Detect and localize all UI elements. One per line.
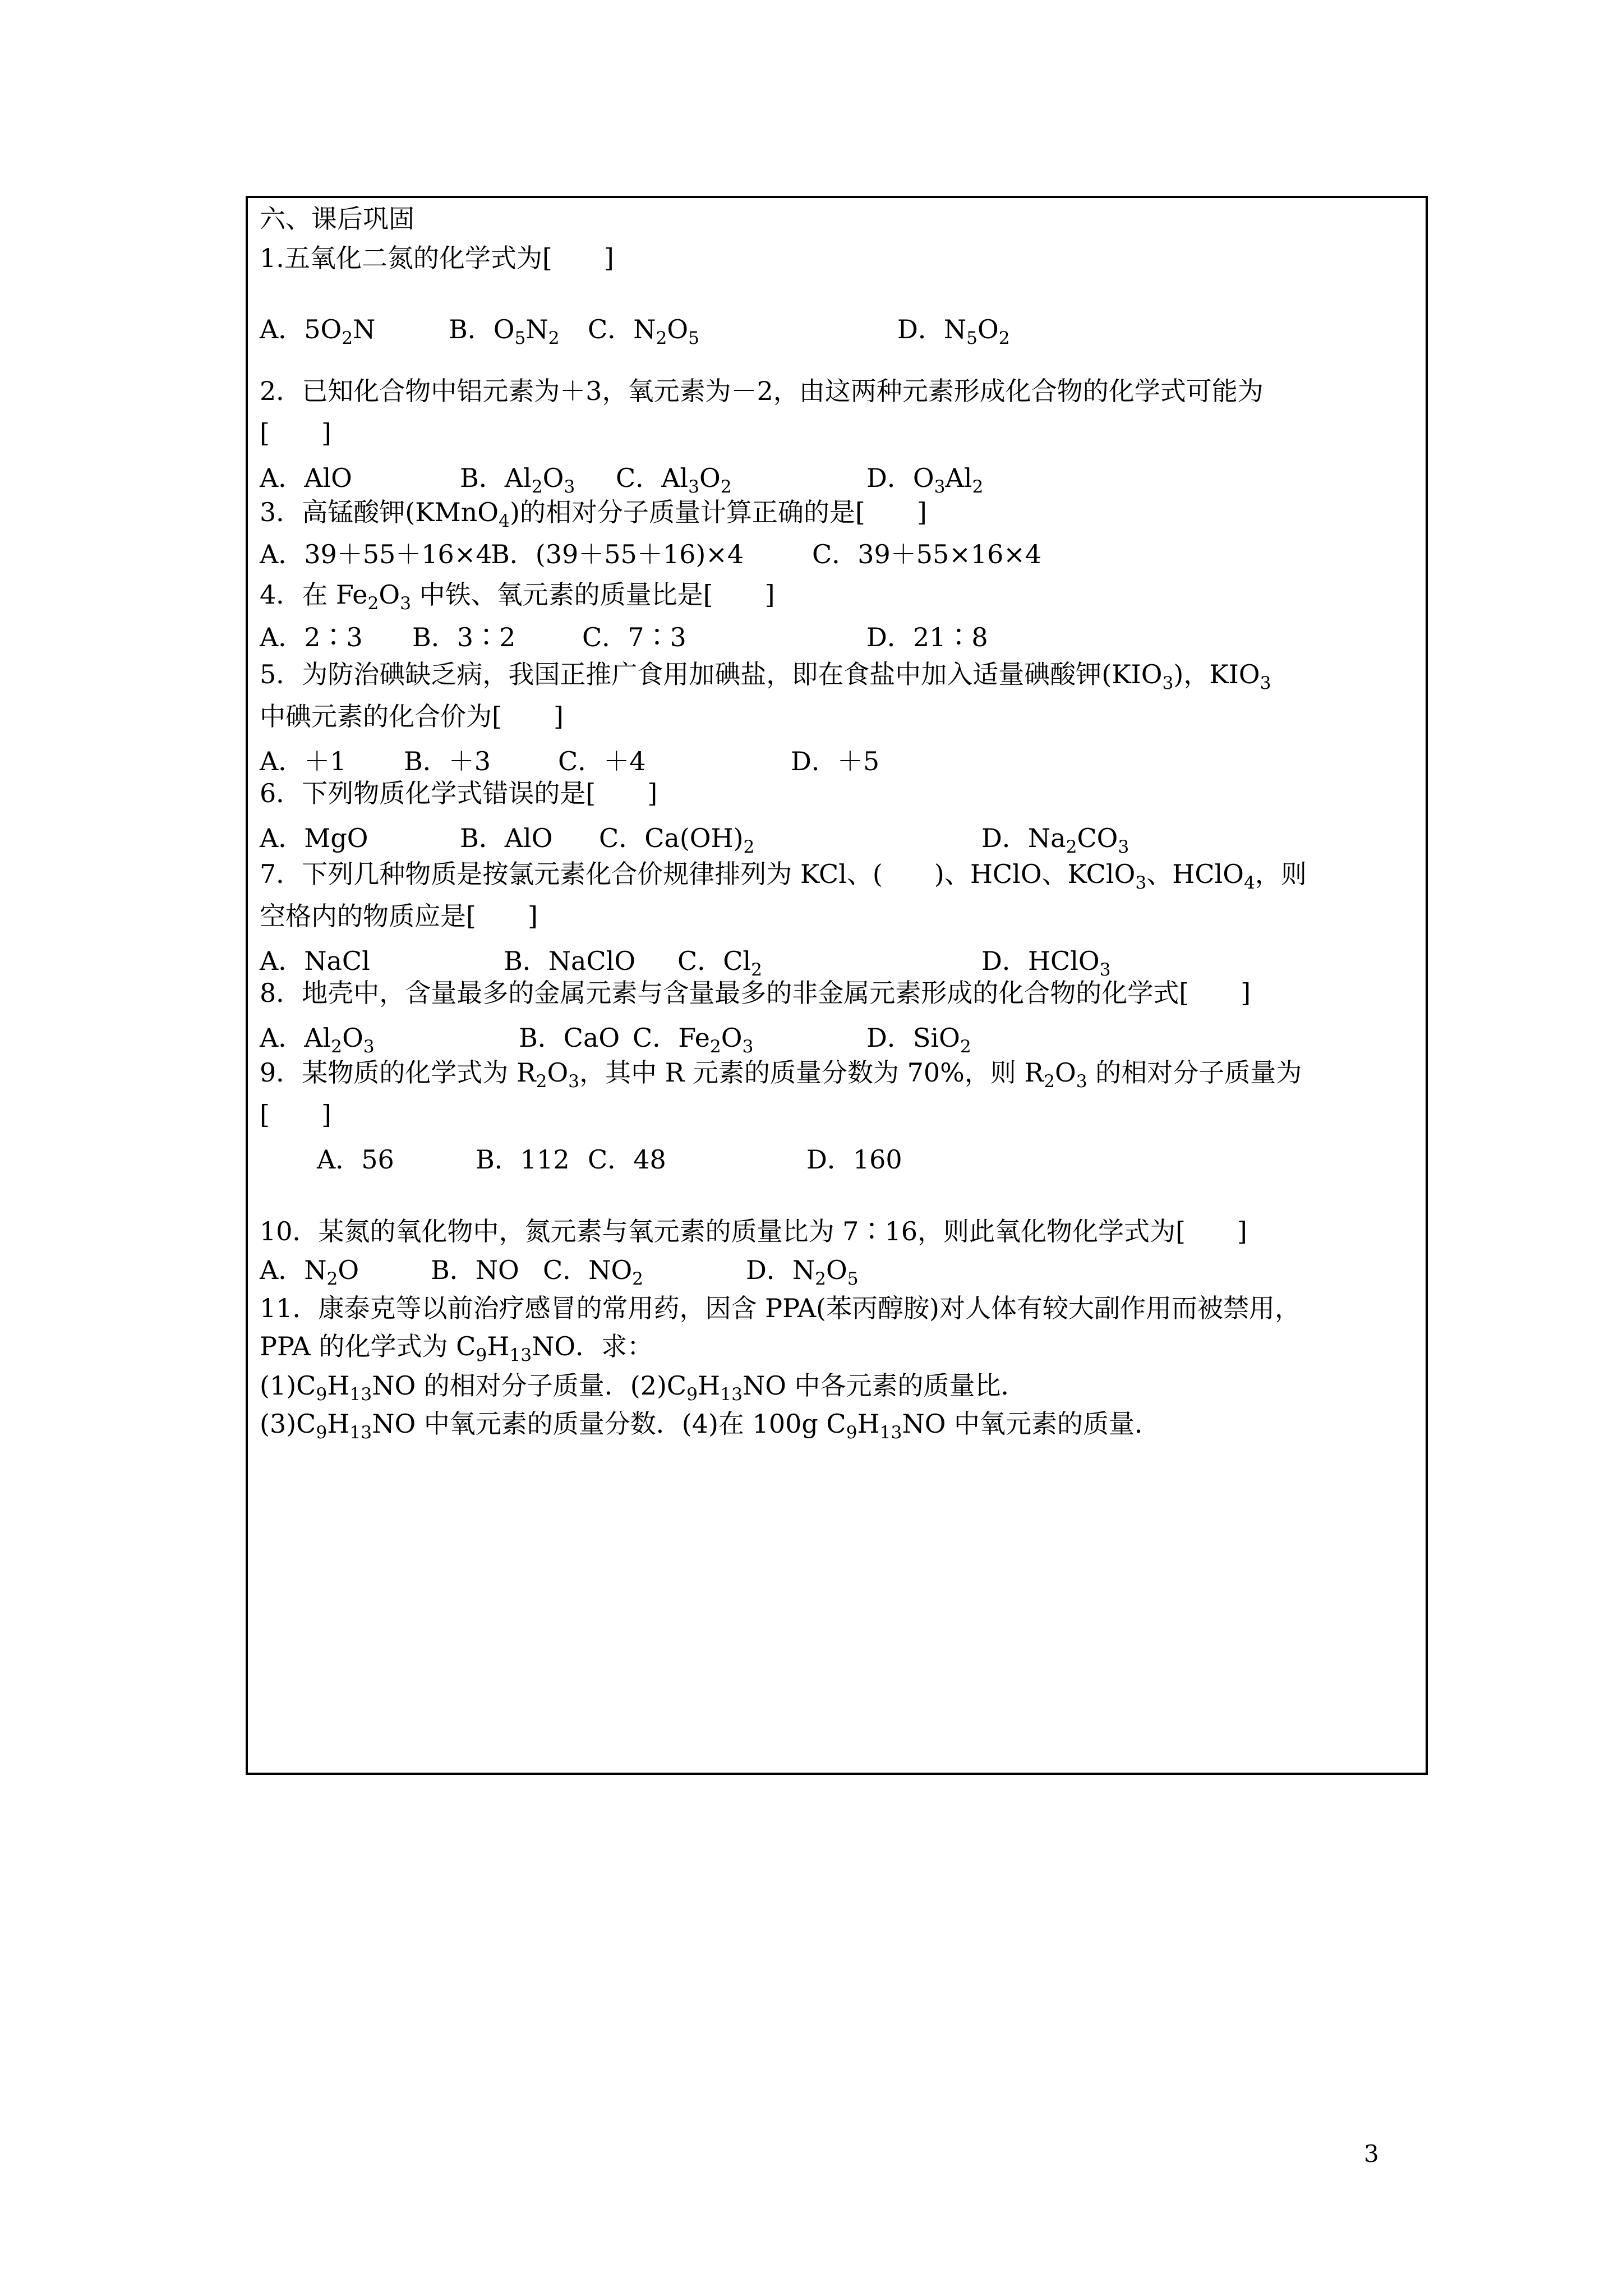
question-1-option-c: C．$N_2O_5$ bbox=[588, 314, 699, 348]
question-3-option-a: A．39＋55＋16×4 bbox=[260, 539, 492, 569]
question-7-option-a: A．NaCl bbox=[260, 946, 370, 976]
question-4-option-b: B．3∶2 bbox=[412, 622, 516, 652]
question-10-option-b: B．NO bbox=[431, 1255, 519, 1285]
question-6-option-d: D．$Na_2CO_3$ bbox=[981, 823, 1129, 857]
page-number: 3 bbox=[1364, 2140, 1379, 2168]
question-5-stem-line: 中碘元素的化合价为[ ] bbox=[260, 701, 564, 731]
section-title: 六、课后巩固 bbox=[260, 204, 414, 234]
question-11-stem-line: $(3)C_9H_{13}NO$ 中氧元素的质量分数．(4)在 100g $C_9H_{13}NO$ 中氧元素的质量． bbox=[260, 1409, 1161, 1443]
question-3-option-c: C．39＋55×16×4 bbox=[812, 539, 1042, 569]
question-10-option-c: C．$NO_2$ bbox=[543, 1255, 644, 1289]
question-3-option-b: B．(39＋55＋16)×4 bbox=[491, 539, 744, 569]
question-7-stem-line: 7．下列几种物质是按氯元素化合价规律排列为 KCl、( )、HClO、KClO$_3$、HClO$_4$，则 bbox=[260, 859, 1307, 893]
question-11-stem-line: 11．康泰克等以前治疗感冒的常用药，因含 PPA(苯丙醇胺)对人体有较大副作用而被禁用， bbox=[260, 1293, 1301, 1323]
question-6-option-c: C．$Ca(OH)_2$ bbox=[599, 823, 755, 857]
question-9-stem-line: [ ] bbox=[260, 1099, 331, 1130]
question-4-option-d: D．21∶8 bbox=[866, 622, 988, 652]
question-9-option-b: B．112 bbox=[476, 1144, 570, 1175]
question-3-stem-line: 3．高锰酸钾(KMnO$_4$)的相对分子质量计算正确的是[ ] bbox=[260, 497, 927, 531]
question-5-option-c: C．＋4 bbox=[558, 746, 646, 776]
question-7-stem-line: 空格内的物质应是[ ] bbox=[260, 901, 538, 931]
question-2-option-a: A．AlO bbox=[260, 463, 352, 493]
question-10-stem-line: 10．某氮的氧化物中，氮元素与氧元素的质量比为 7∶16，则此氧化物化学式为[ ] bbox=[260, 1216, 1247, 1246]
question-4-option-a: A．2∶3 bbox=[260, 622, 363, 652]
question-11-stem-line: $(1)C_9H_{13}NO$ 的相对分子质量．$(2)C_9H_{13}NO$ 中各元素的质量比． bbox=[260, 1370, 1027, 1405]
question-9-option-d: D．160 bbox=[806, 1144, 902, 1175]
question-5-stem-line: 5．为防治碘缺乏病，我国正推广食用加碘盐，即在食盐中加入适量碘酸钾$(KIO_3)$，$KIO_3$ bbox=[260, 659, 1271, 693]
question-2-option-c: C．$Al_3O_2$ bbox=[616, 463, 732, 497]
question-9-option-a: A．56 bbox=[317, 1144, 394, 1175]
question-7-option-b: B．NaClO bbox=[504, 946, 636, 976]
question-9-stem-line: 9．某物质的化学式为 $R_2O_3$，其中 R 元素的质量分数为 70%，则 $R_2O_3$ 的相对分子质量为 bbox=[260, 1057, 1302, 1092]
question-6-stem-line: 6．下列物质化学式错误的是[ ] bbox=[260, 778, 658, 808]
question-1-stem-line: 1.五氧化二氮的化学式为[ ] bbox=[260, 243, 614, 273]
question-2-option-d: D．$O_3Al_2$ bbox=[866, 463, 984, 497]
question-8-stem-line: 8．地壳中，含量最多的金属元素与含量最多的非金属元素形成的化合物的化学式[ ] bbox=[260, 978, 1251, 1008]
question-2-option-b: B．$Al_2O_3$ bbox=[460, 463, 575, 497]
question-4-stem-line: 4．在 $Fe_2O_3$ 中铁、氧元素的质量比是[ ] bbox=[260, 579, 775, 614]
question-8-option-b: B．CaO bbox=[519, 1023, 620, 1053]
question-5-option-b: B．＋3 bbox=[404, 746, 491, 776]
question-5-option-d: D．＋5 bbox=[791, 746, 880, 776]
question-8-option-c: C．$Fe_2O_3$ bbox=[633, 1023, 754, 1057]
question-4-option-c: C．7∶3 bbox=[582, 622, 686, 652]
question-9-option-c: C．48 bbox=[588, 1144, 666, 1175]
question-1-option-d: D．$N_5O_2$ bbox=[897, 314, 1010, 348]
question-6-option-a: A．MgO bbox=[260, 823, 368, 853]
question-8-option-d: D．SiO$_2$ bbox=[866, 1023, 971, 1057]
question-7-option-c: C．$Cl_2$ bbox=[677, 946, 763, 980]
question-8-option-a: A．$Al_2O_3$ bbox=[260, 1023, 375, 1057]
question-2-stem-line: [ ] bbox=[260, 418, 331, 448]
question-1-option-b: B．$O_5N_2$ bbox=[449, 314, 560, 348]
question-11-stem-line: PPA 的化学式为 $C_9H_{13}NO$．求： bbox=[260, 1331, 653, 1365]
question-5-option-a: A．＋1 bbox=[260, 746, 347, 776]
question-1-option-a: A．$5O_2N$ bbox=[260, 314, 376, 348]
question-6-option-b: B．AlO bbox=[460, 823, 553, 853]
question-10-option-a: A．$N_2O$ bbox=[260, 1255, 359, 1289]
question-10-option-d: D．$N_2O_5$ bbox=[746, 1255, 859, 1289]
question-2-stem-line: 2．已知化合物中铝元素为＋3，氧元素为－2，由这两种元素形成化合物的化学式可能为 bbox=[260, 376, 1264, 406]
question-7-option-d: D．HClO$_3$ bbox=[981, 946, 1111, 980]
